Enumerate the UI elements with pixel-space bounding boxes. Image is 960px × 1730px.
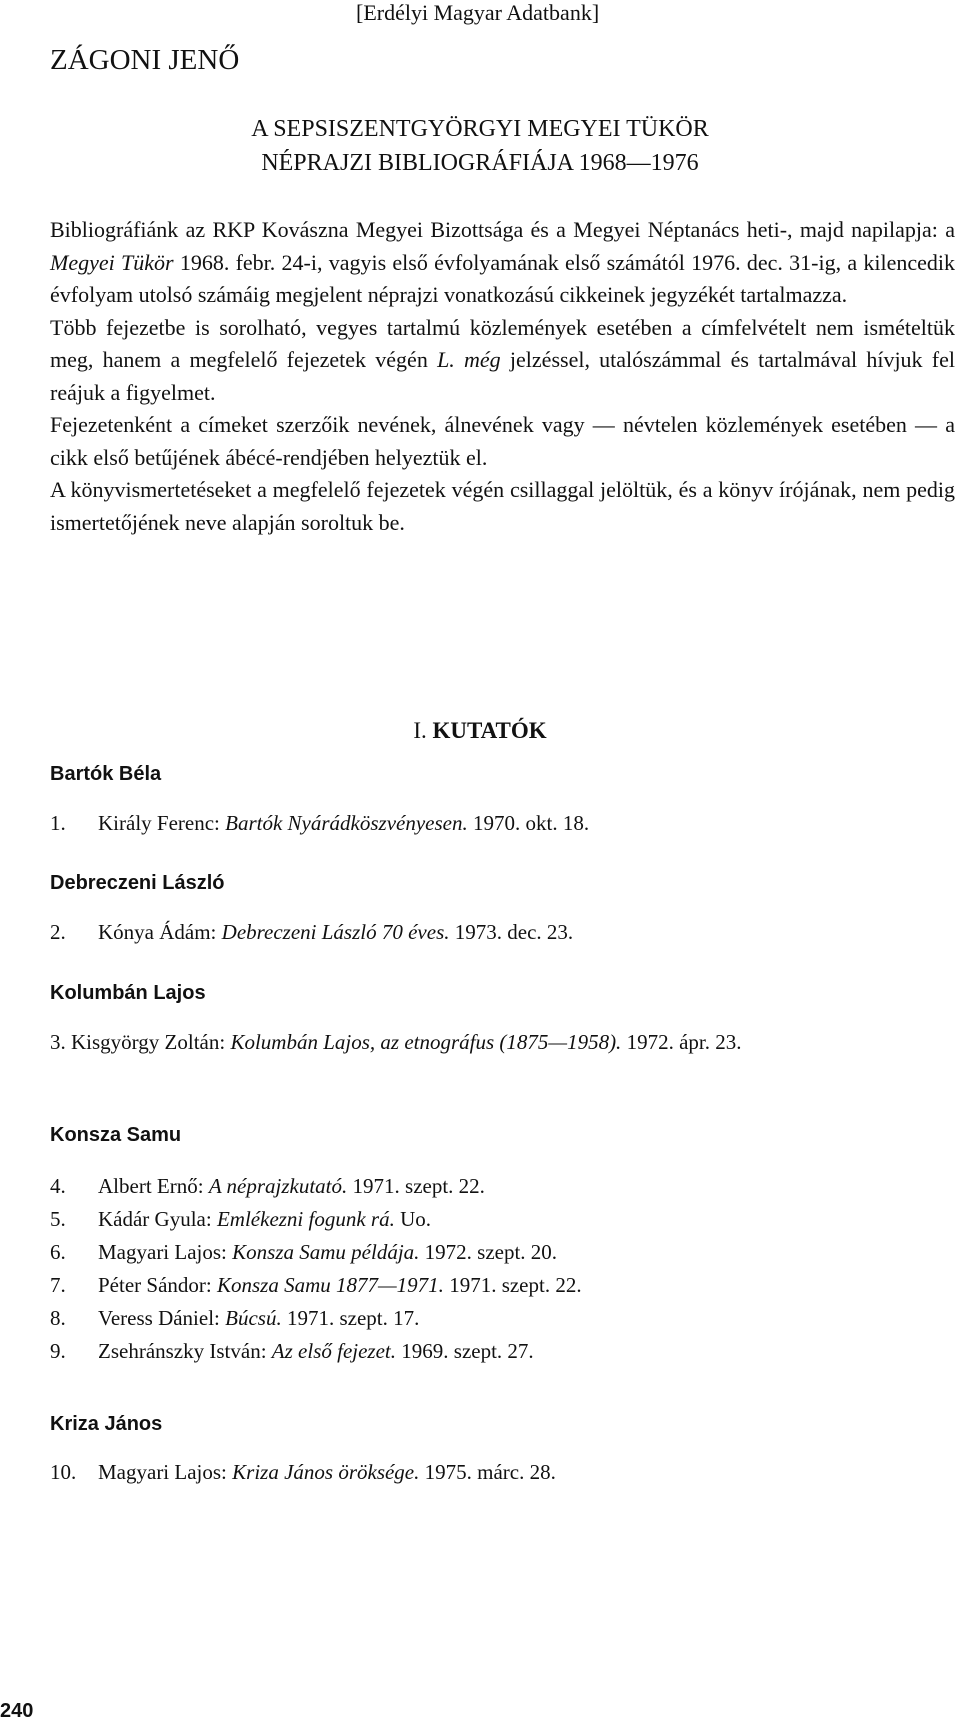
entry-author: Magyari Lajos: (98, 1240, 233, 1264)
entry-list (50, 1456, 955, 1489)
entry-author: Kisgyörgy Zoltán: (71, 1030, 231, 1054)
entry-text (98, 1269, 582, 1302)
source-label: [Erdélyi Magyar Adatbank] (356, 0, 600, 25)
entry-date: 1970. okt. 18. (467, 811, 590, 835)
bibliography-entry (50, 1170, 955, 1203)
intro-paragraph-4: A könyvismertetéseket a megfelelő fejezetek végén csillaggal jelöltük, és a könyv írójának, nem pedig ismertetőjének neve alapján soroltuk be. (50, 477, 955, 535)
entry-title: Kolumbán Lajos, az etnográfus (1875—1958). (230, 1030, 622, 1054)
bibliography-entry (50, 807, 955, 840)
section-title: KUTATÓK (432, 718, 547, 743)
bibliography-entry (50, 1026, 955, 1059)
title-line-1: A SEPSISZENTGYÖRGYI MEGYEI TÜKÖR (251, 116, 709, 142)
entry-date: 1973. dec. 23. (449, 920, 574, 944)
bibliography-entry (50, 1335, 955, 1368)
entry-number: 1. (50, 811, 66, 835)
entry-text (98, 807, 589, 840)
entry-author: Albert Ernő: (98, 1174, 209, 1198)
author-name: ZÁGONI JENŐ (50, 44, 240, 76)
entry-title: Debreczeni László 70 éves. (221, 920, 450, 944)
intro-p2-text-a: Több fejezetbe is sorolható, vegyes tartalmú közlemények esetében a címfelvételt nem ismételtük meg, hanem a megfelelő fejezetek végén (50, 314, 955, 372)
entry-date: 1972. ápr. 23. (621, 1030, 742, 1054)
entry-text (98, 1335, 534, 1368)
entry-number: 2. (50, 920, 66, 944)
page-number: 240 (0, 1700, 34, 1722)
entry-number: 4. (50, 1174, 66, 1198)
group-heading: Bartók Béla (50, 763, 162, 785)
entry-title: Emlékezni fogunk rá. (216, 1207, 395, 1231)
entry-text (98, 1170, 485, 1203)
bibliography-entry (50, 916, 955, 949)
intro-p2-see-also: L. még (437, 347, 501, 372)
entry-number: 7. (50, 1273, 66, 1297)
entry-author: Magyari Lajos: (98, 1460, 233, 1484)
title-line-2: NÉPRAJZI BIBLIOGRÁFIÁJA 1968—1976 (261, 150, 699, 176)
entry-text (98, 1236, 557, 1269)
entry-title: Konsza Samu 1877—1971. (216, 1273, 444, 1297)
bibliography-entry (50, 1456, 955, 1489)
entry-number: 10. (50, 1460, 77, 1484)
intro-paragraph-3: Fejezetenként a címeket szerzőik nevének, álnevének vagy — névtelen közlemények esetében — a cikk első betűjének ábécé-rendjében helyeztük el. (50, 412, 955, 470)
intro-p1-text-a: Bibliográfiánk az RKP Kovászna Megyei Bizottsága és a Megyei Néptanács heti-, majd napilapja: a (50, 217, 955, 242)
entry-number: 5. (50, 1207, 66, 1231)
intro-p1-periodical-title: Megyei Tükör (50, 249, 174, 275)
entry-author: Kónya Ádám: (98, 920, 222, 944)
entry-number: 8. (50, 1306, 66, 1330)
introduction (50, 214, 955, 539)
group-heading: Kolumbán Lajos (50, 982, 206, 1004)
section-roman-numeral: I. (413, 718, 427, 743)
entry-number: 3. (50, 1030, 66, 1054)
intro-p2-text-b: jelzéssel, utalószámmal és tartalmával hívjuk fel reájuk a figyelmet. (50, 347, 955, 405)
bibliography-entry (50, 1203, 955, 1236)
entry-text (98, 1456, 556, 1489)
entry-date: 1971. szept. 22. (443, 1273, 582, 1297)
intro-paragraph-2 (50, 312, 955, 410)
entry-author: Kádár Gyula: (98, 1207, 217, 1231)
entry-title: A néprajzkutató. (208, 1174, 348, 1198)
entry-text (98, 1203, 431, 1236)
entry-list (50, 1170, 955, 1368)
intro-paragraph-1 (50, 214, 955, 312)
entry-author: Király Ferenc: (98, 811, 226, 835)
entry-date: 1972. szept. 20. (419, 1240, 558, 1264)
bibliography-entry (50, 1269, 955, 1302)
entry-title: Az első fejezet. (271, 1339, 397, 1363)
entry-author: Zsehránszky István: (98, 1339, 272, 1363)
entry-title: Konsza Samu példája. (232, 1240, 420, 1264)
bibliography-entry (50, 1236, 955, 1269)
group-heading: Debreczeni László (50, 872, 225, 894)
entry-number: 6. (50, 1240, 66, 1264)
entry-date: 1971. szept. 22. (347, 1174, 485, 1198)
entry-date: Uo. (394, 1207, 432, 1231)
entry-list (50, 1026, 955, 1059)
bibliography-entry (50, 1302, 955, 1335)
group-heading: Konsza Samu (50, 1124, 182, 1146)
entry-date: 1971. szept. 17. (281, 1306, 420, 1330)
entry-title: Bartók Nyárádköszvényesen. (225, 811, 468, 835)
group-heading: Kriza János (50, 1413, 163, 1435)
intro-p1-text-b: 1968. febr. 24-i, vagyis első évfolyamának első számától 1976. dec. 31-ig, a kilencedik évfolyam utolsó számáig megjelent néprajzi vonatkozású cikkeinek jegyzékét tartalmazza. (50, 249, 956, 307)
entry-author: Veress Dániel: (98, 1306, 226, 1330)
entry-number: 9. (50, 1339, 66, 1363)
entry-text (98, 1302, 419, 1335)
section-heading (0, 718, 960, 744)
entry-date: 1975. márc. 28. (419, 1460, 556, 1484)
entry-date: 1969. szept. 27. (396, 1339, 534, 1363)
entry-title: Búcsú. (225, 1306, 282, 1330)
entry-author: Péter Sándor: (98, 1273, 217, 1297)
entry-list (50, 916, 955, 949)
entry-list (50, 807, 955, 840)
entry-text (98, 916, 573, 949)
entry-title: Kriza János öröksége. (232, 1460, 420, 1484)
